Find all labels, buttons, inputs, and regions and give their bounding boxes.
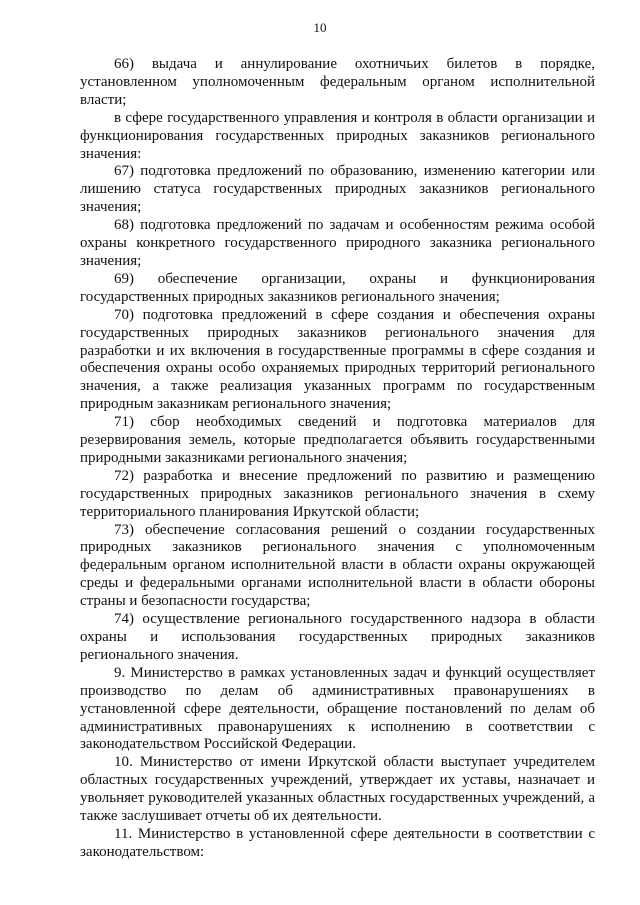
paragraph-item-68: 68) подготовка предложений по задачам и особенностям режима особой охраны конкретного государственного природного заказника регионального значения;: [80, 217, 595, 269]
paragraph-section-heading: в сфере государственного управления и контроля в области организации и функционирования государственных природных заказников регионального значения:: [80, 109, 595, 162]
paragraph-item-71: 71) сбор необходимых сведений и подготовка материалов для резервирования земель, которые предполагается объявить государственными природными заказниками регионального значения;: [80, 414, 595, 466]
paragraph-item-66: 66) выдача и аннулирование охотничьих билетов в порядке, установленном уполномоченным федеральным органом исполнительной власти;: [80, 56, 595, 108]
paragraph-item-73: 73) обеспечение согласования решений о создании государственных природных заказников регионального значения с уполномоченным федеральным органом исполнительной власти в области охраны окружающей среды и федеральными органами исполнительной власти в области обороны страны и безопасности государства;: [80, 521, 595, 610]
paragraph-item-72: 72) разработка и внесение предложений по развитию и размещению государственных природных заказников регионального значения в схему территориального планирования Иркутской области;: [80, 467, 595, 520]
paragraph-clause-10: 10. Министерство от имени Иркутской области выступает учредителем областных государственных учреждений, утверждает их уставы, назначает и увольняет руководителей указанных областных государственных учреждений, а также заслушивает отчеты об их деятельности.: [80, 754, 595, 825]
paragraph-item-67: 67) подготовка предложений по образованию, изменению категории или лишению статуса государственных природных заказников регионального значения;: [80, 163, 595, 216]
paragraph-clause-11: 11. Министерство в установленной сфере деятельности в соответствии с законодательством:: [80, 825, 595, 860]
page-number: 10: [313, 20, 327, 35]
paragraph-item-69: 69) обеспечение организации, охраны и функционирования государственных природных заказников регионального значения;: [80, 270, 595, 305]
paragraph-clause-9: 9. Министерство в рамках установленных задач и функций осуществляет производство по делам об административных правонарушениях в установленной сфере деятельности, обращение постановлений по делам об административных правонарушениях к исполнению в соответствии с законодательством Российской Федерации.: [80, 664, 595, 753]
paragraph-item-74: 74) осуществление регионального государственного надзора в области охраны и использования государственных природных заказников регионального значения.: [80, 611, 595, 663]
paragraph-item-70: 70) подготовка предложений в сфере создания и обеспечения охраны государственных природных заказников регионального значения для разработки и их включения в государственные программы в сфере создания и обеспечения охраны особо охраняемых природных территорий регионального значения, а также реализация указанных программ по государственным природным заказникам регионального значения;: [80, 306, 595, 413]
document-body: [80, 56, 595, 862]
